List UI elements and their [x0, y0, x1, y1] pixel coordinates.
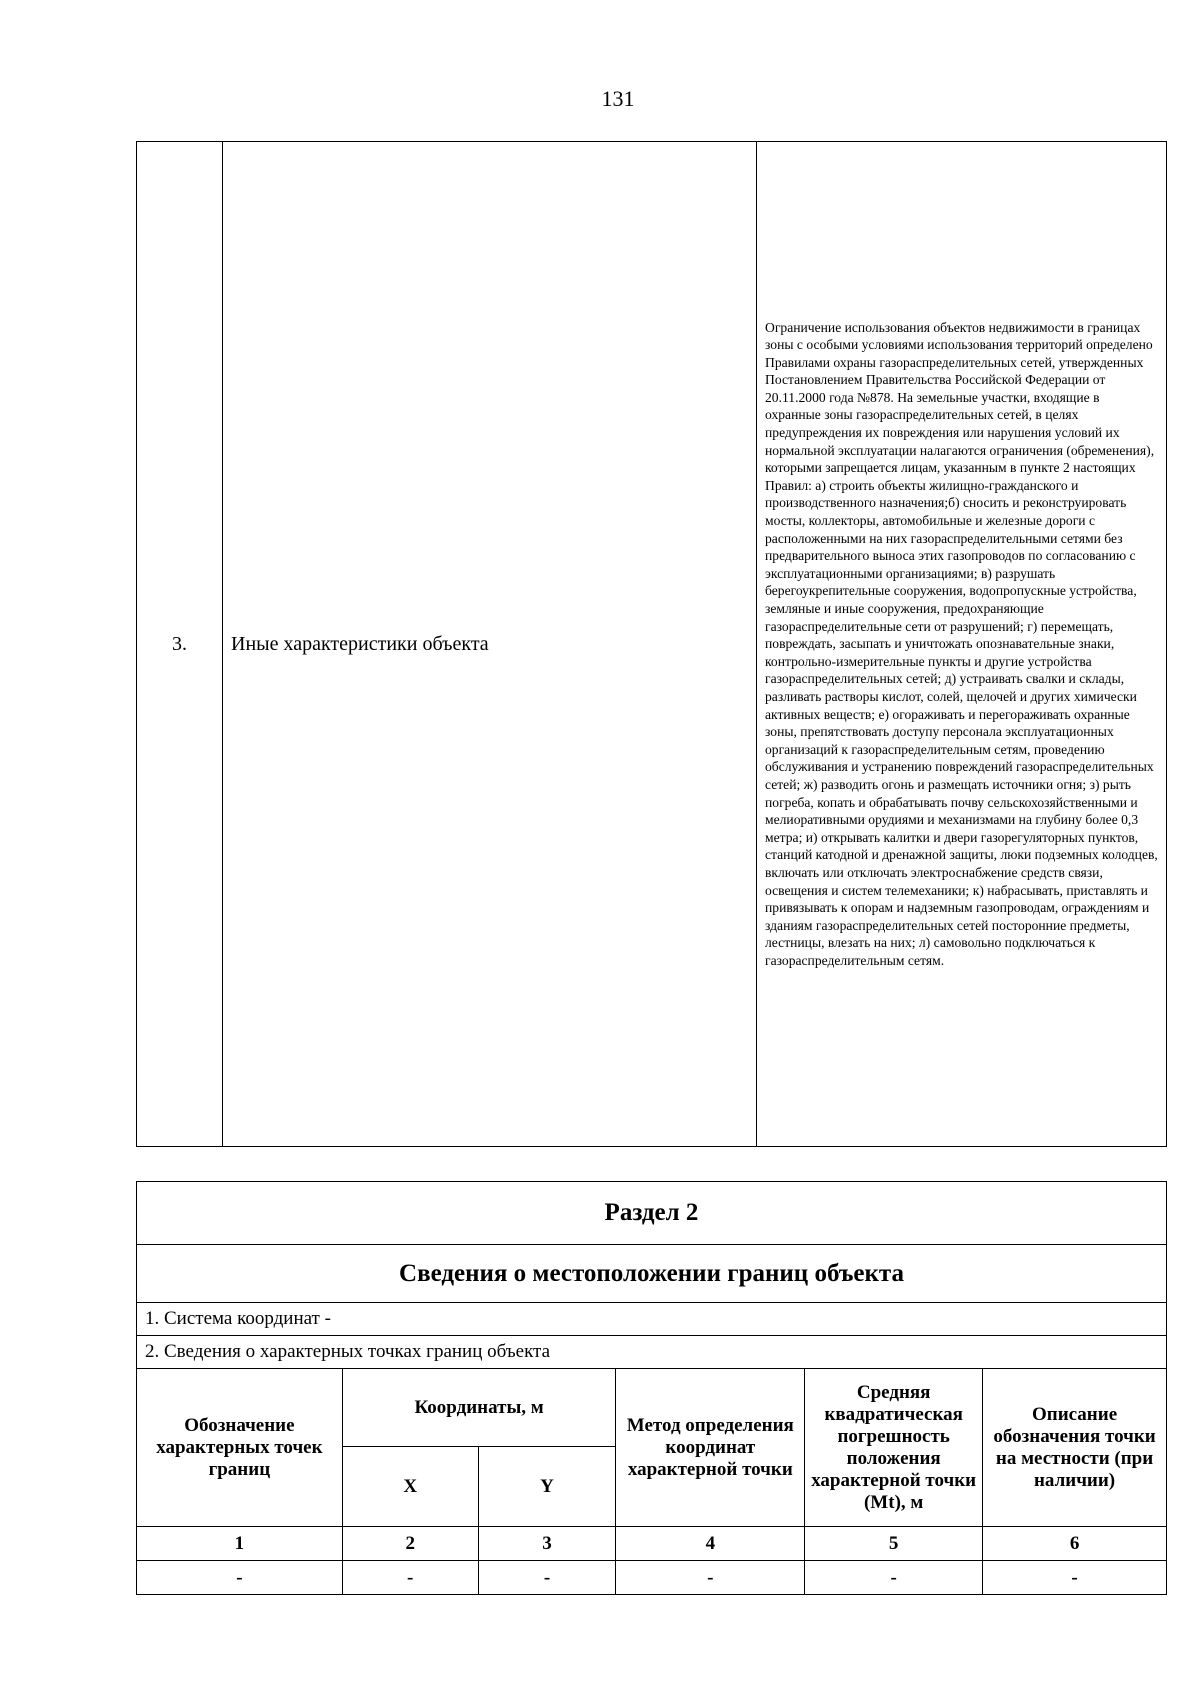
- column-number: 4: [616, 1527, 805, 1561]
- section2-table: [136, 1181, 1167, 1595]
- header-x: X: [342, 1447, 478, 1527]
- column-number: 5: [805, 1527, 983, 1561]
- object-characteristics-table: [136, 141, 1167, 1147]
- column-number: 1: [137, 1527, 343, 1561]
- table-cell: -: [616, 1561, 805, 1595]
- column-numbers-row: [137, 1527, 1167, 1561]
- header-method: Метод определения координат характерной точки: [616, 1369, 805, 1527]
- table-cell: -: [342, 1561, 478, 1595]
- header-coordinates: Координаты, м: [342, 1369, 616, 1447]
- header-error: Средняя квадратическая погрешность положения характерной точки (Mt), м: [805, 1369, 983, 1527]
- row-number: 3.: [137, 142, 223, 1147]
- table-row: [137, 142, 1167, 1147]
- header-designation: Обозначение характерных точек границ: [137, 1369, 343, 1527]
- page-number: 131: [601, 86, 635, 111]
- column-number: 3: [478, 1527, 616, 1561]
- table-row: [137, 1561, 1167, 1595]
- table-cell: -: [478, 1561, 616, 1595]
- row-text: Ограничение использования объектов недвижимости в границах зоны с особыми условиями использования территорий определено Правилами охраны газораспределительных сетей, утвержденных Постановлением Правительства Российской Федерации от 20.11.2000 года №878. На земельные участки, входящие в охранные зоны газораспределительных сетей, в целях предупреждения их повреждения или нарушения условий их нормальной эксплуатации налагаются ограничения (обременения), которыми запрещается лицам, указанным в пункте 2 настоящих Правил: а) строить объекты жилищно-гражданского и производственного назначения;б) сносить и реконструировать мосты, коллекторы, автомобильные и железные дороги с расположенными на них газораспределительными сетями без предварительного выноса этих газопроводов по согласованию с эксплуатационными организациями; в) разрушать берегоукрепительные сооружения, водопропускные устройства, земляные и иные сооружения, предохраняющие газораспределительные сети от разрушений; г) перемещать, повреждать, засыпать и уничтожать опознавательные знаки, контрольно-измерительные пункты и другие устройства газораспределительных сетей; д) устраивать свалки и склады, разливать растворы кислот, солей, щелочей и других химически активных веществ; е) огораживать и перегораживать охранные зоны, препятствовать доступу персонала эксплуатационных организаций к газораспределительным сетям, проведению обслуживания и устранению повреждений газораспределительных сетей; ж) разводить огонь и размещать источники огня; з) рыть погреба, копать и обрабатывать почву сельскохозяйственными и мелиоративными орудиями и механизмами на глубину более 0,3 метра; и) открывать калитки и двери газорегуляторных пунктов, станций катодной и дренажной защиты, люки подземных колодцев, включать или отключать электроснабжение средств связи, освещения и систем телемеханики; к) набрасывать, приставлять и привязывать к опорам и надземным газопроводам, ограждениям и зданиям газораспределительных сетей посторонние предметы, лестницы, влезать на них; л) самовольно подключаться к газораспределительным сетям.: [757, 142, 1167, 1147]
- section-subtitle: Сведения о местоположении границ объекта: [137, 1245, 1167, 1303]
- section-title: Раздел 2: [137, 1182, 1167, 1245]
- header-y: Y: [478, 1447, 616, 1527]
- table-cell: -: [983, 1561, 1167, 1595]
- row-name: Иные характеристики объекта: [223, 142, 757, 1147]
- header-description: Описание обозначения точки на местности (при наличии): [983, 1369, 1167, 1527]
- coordinate-system-line: 1. Система координат -: [137, 1303, 1167, 1336]
- table-cell: -: [805, 1561, 983, 1595]
- column-number: 6: [983, 1527, 1167, 1561]
- points-heading: 2. Сведения о характерных точках границ объекта: [137, 1336, 1167, 1369]
- table-cell: -: [137, 1561, 343, 1595]
- column-number: 2: [342, 1527, 478, 1561]
